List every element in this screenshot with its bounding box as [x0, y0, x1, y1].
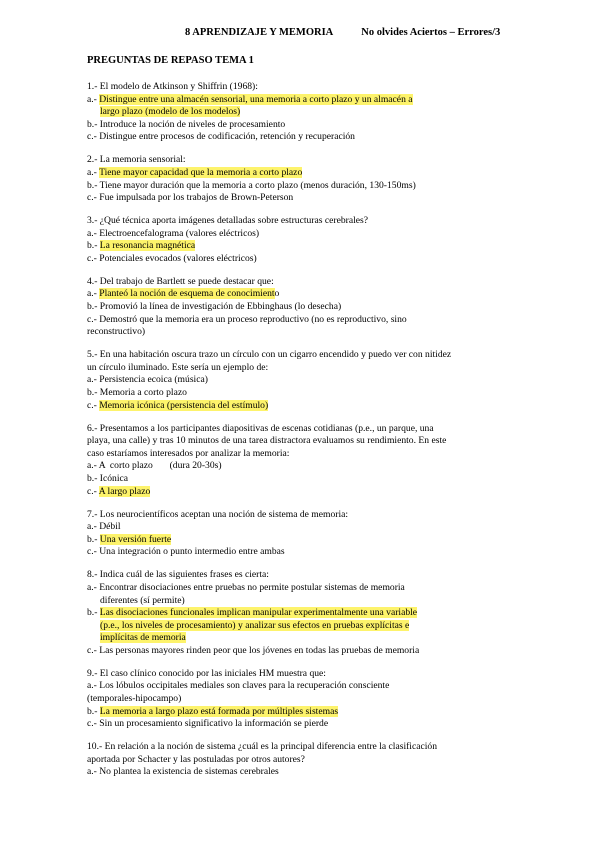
option-a: a.- Distingue entre una almacén sensorial, una memoria a corto plazo y un almacén a: [87, 93, 413, 105]
option-b: b.- Las disociaciones funcionales implican manipular experimentalmente una variable: [87, 607, 418, 619]
question-stem: 9.- El caso clínico conocido por las iniciales HM muestra que:: [87, 667, 326, 679]
highlighted-answer: Las disociaciones funcionales implican manipular experimentalmente una variable: [99, 607, 418, 619]
question-2: [87, 154, 515, 204]
option-a-continued: (temporales-hipocampo): [87, 693, 182, 705]
question-stem-continued: aportada por Schacter y las postuladas por otros autores?: [87, 753, 305, 765]
highlighted-answer: implícitas de memoria: [100, 632, 186, 644]
highlighted-answer: A largo plazo: [98, 485, 151, 497]
option-a: a.- Los lóbulos occipitales mediales son claves para la recuperación consciente: [87, 680, 390, 692]
option-b: b.- Memoria a corto plazo: [87, 387, 187, 399]
option-b: b.- Introduce la noción de niveles de procesamiento: [87, 118, 286, 130]
question-stem: 1.- El modelo de Atkinson y Shiffrin (1968):: [87, 81, 258, 92]
highlighted-answer: Tiene mayor capacidad que la memoria a corto plazo: [99, 166, 303, 178]
question-stem: 6.- Presentamos a los participantes diapositivas de escenas cotidianas (p.e., un parque, una: [87, 422, 434, 434]
question-1: [87, 81, 515, 144]
section-title: PREGUNTAS DE REPASO TEMA 1: [87, 55, 254, 66]
question-stem-continued: un círculo iluminado. Este sería un ejemplo de:: [87, 361, 269, 373]
option-c: c.- Potenciales evocados (valores eléctricos): [87, 252, 257, 264]
option-a-continued: [87, 106, 515, 119]
option-a: a.- Débil: [87, 521, 121, 533]
option-c-continued: reconstructivo): [87, 326, 146, 338]
option-c: c.- Demostró que la memoria era un proceso reproductivo (no es reproductivo, sino: [87, 313, 407, 325]
highlighted-answer: Distingue entre una almacén sensorial, una memoria a corto plazo y un almacén a: [99, 93, 413, 105]
question-stem: 5.- En una habitación oscura trazo un círculo con un cigarro encendido y puedo ver con nitidez: [87, 349, 452, 361]
option-b: b.- La memoria a largo plazo está formada por múltiples sistemas: [87, 705, 339, 717]
option-b: b.- La resonancia magnética: [87, 240, 196, 252]
option-c: c.- Las personas mayores rinden peor que los jóvenes en todas las pruebas de memoria: [87, 644, 420, 656]
option-a: a.- Persistencia ecoica (música): [87, 374, 208, 386]
question-stem: 7.- Los neurocientíficos aceptan una noción de sistema de memoria:: [87, 508, 349, 520]
header-title: 8 APRENDIZAJE Y MEMORIA: [185, 27, 334, 38]
highlighted-answer: Una versión fuerte: [99, 533, 172, 545]
highlighted-answer: largo plazo (modelo de los modelos): [100, 106, 241, 118]
question-stem: 4.- Del trabajo de Bartlett se puede destacar que:: [87, 275, 274, 287]
option-a: a.- No plantea la existencia de sistemas cerebrales: [87, 766, 279, 778]
option-c: c.- Memoria icónica (persistencia del estímulo): [87, 399, 269, 411]
option-a: a.- A corto plazo (dura 20-30s): [87, 460, 222, 472]
highlighted-answer: (p.e., los niveles de procesamiento) y analizar sus efectos en pruebas explícitas e: [100, 619, 410, 631]
question-5: [87, 349, 515, 412]
option-b-continued: [87, 632, 515, 645]
highlighted-answer: La resonancia magnética: [99, 240, 196, 252]
highlighted-answer: La memoria a largo plazo está formada por múltiples sistemas: [99, 705, 339, 717]
highlighted-answer: Memoria icónica (persistencia del estímulo): [99, 399, 269, 411]
highlighted-answer: Planteó la noción de esquema de conocimient: [99, 288, 275, 300]
question-3: [87, 215, 515, 265]
question-10: [87, 741, 515, 779]
option-c: c.- Una integración o punto intermedio entre ambas: [87, 546, 285, 558]
option-a: a.- Encontrar disociaciones entre pruebas no permite postular sistemas de memoria: [87, 581, 405, 593]
question-stem: 3.- ¿Qué técnica aporta imágenes detalladas sobre estructuras cerebrales?: [87, 215, 369, 227]
question-stem-continued: playa, una calle) y tras 10 minutos de una tarea distractora evaluamos su rendimiento. En este: [87, 435, 447, 447]
question-stem-continued: caso estaríamos interesados por analizar la memoria:: [87, 447, 290, 459]
question-6: [87, 423, 515, 499]
option-b: b.- Promovió la línea de investigación de Ebbinghaus (lo desecha): [87, 301, 342, 313]
option-b: b.- Icónica: [87, 472, 129, 484]
option-a-continued: diferentes (sí permite): [100, 594, 185, 606]
option-c: c.- Sin un procesamiento significativo la información se pierde: [87, 718, 329, 730]
question-list: [87, 81, 515, 789]
page-header: [185, 27, 500, 38]
question-8: [87, 569, 515, 657]
question-9: [87, 668, 515, 731]
question-4: [87, 276, 515, 339]
option-b: b.- Una versión fuerte: [87, 533, 172, 545]
option-a: a.- Electroencefalograma (valores eléctricos): [87, 227, 260, 239]
question-stem: 2.- La memoria sensorial:: [87, 154, 186, 166]
question-7: [87, 509, 515, 559]
option-b-continued: [87, 620, 515, 633]
question-stem: 8.- Indica cuál de las siguientes frases es cierta:: [87, 569, 269, 581]
option-b: b.- Tiene mayor duración que la memoria a corto plazo (menos duración, 130-150ms): [87, 179, 416, 191]
header-instructions: No olvides Aciertos – Errores/3: [361, 27, 501, 38]
question-stem: 10.- En relación a la noción de sistema ¿cuál es la principal diferencia entre la clasificación: [87, 741, 438, 753]
option-a: a.- Planteó la noción de esquema de conocimiento: [87, 288, 280, 300]
option-c: c.- Fue impulsada por los trabajos de Brown-Peterson: [87, 192, 294, 204]
option-a: a.- Tiene mayor capacidad que la memoria a corto plazo: [87, 166, 303, 178]
option-c: c.- A largo plazo: [87, 485, 151, 497]
option-c: c.- Distingue entre procesos de codificación, retención y recuperación: [87, 131, 355, 143]
